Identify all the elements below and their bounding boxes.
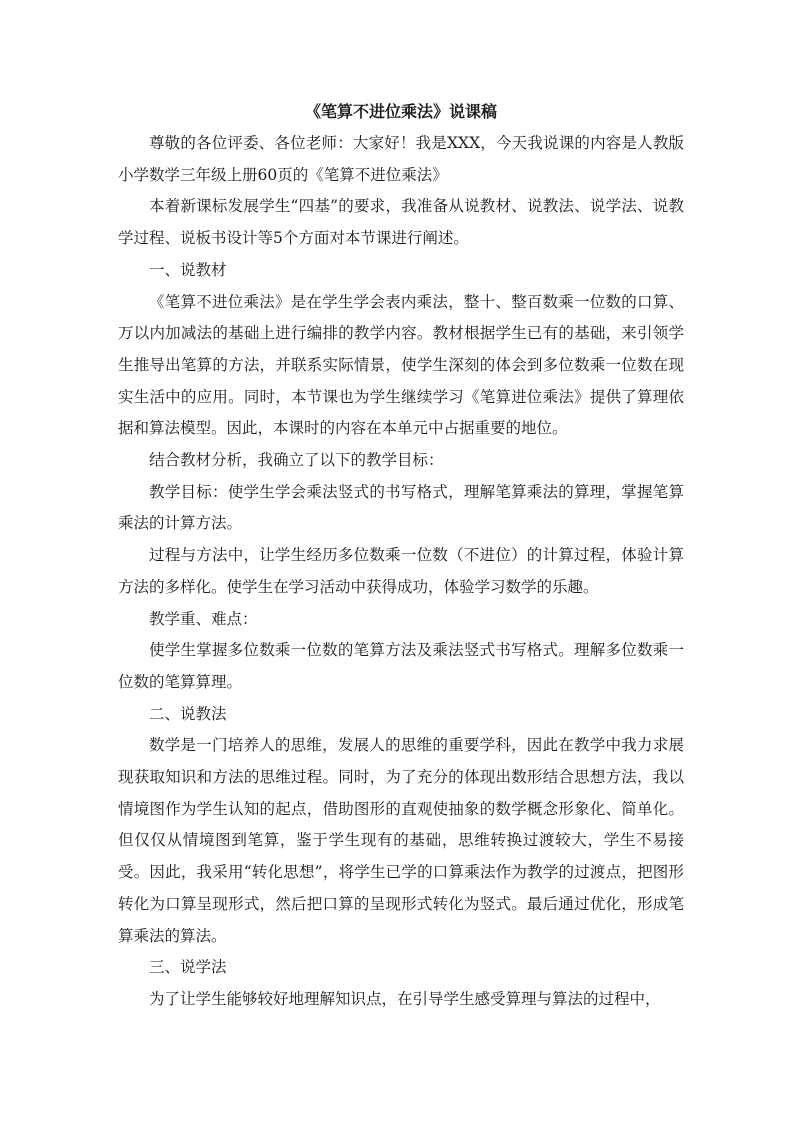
paragraph-greeting: 尊敬的各位评委、各位老师：大家好！我是XXX，今天我说课的内容是人教版小学数学三年级上册60页的《笔算不进位乘法》 [118,134,684,184]
paragraph-goals-intro: 结合教材分析，我确立了以下的教学目标： [149,451,444,470]
paragraph-teaching-method: 数学是一门培养人的思维，发展人的思维的重要学科，因此在教学中我力求展现获取知识和方法的思维过程。同时，为了充分的体现出数形结合思想方法，我以情境图作为学生认知的起点，借助图形的直观使抽象的数学概念形象化、简单化。但仅仅从情境图到笔算，鉴于学生现有的基础，思维转换过渡较大，学生不易接受。因此，我采用“转化思想”，将学生已学的口算乘法作为教学的过渡点，把图形转化为口算呈现形式，然后把口算的呈现形式转化为竖式。最后通过优化，形成笔算乘法的算法。 [118,736,684,945]
subheading-key-points: 教学重、难点： [149,609,258,628]
paragraph-learning-method: 为了让学生能够较好地理解知识点，在引导学生感受算理与算法的过程中， [149,989,661,1008]
section-heading-learning-method: 三、说学法 [149,958,227,977]
paragraph-textbook-analysis: 《笔算不进位乘法》是在学生学会表内乘法，整十、整百数乘一位数的口算、万以内加减法的基础上进行编排的教学内容。教材根据学生已有的基础，来引领学生推导出笔算的方法，并联系实际情景，使学生深刻的体会到多位数乘一位数在现实生活中的应用。同时，本节课也为学生继续学习《笔算进位乘法》提供了算理依据和算法模型。因此，本课时的内容在本单元中占据重要的地位。 [118,292,684,438]
section-heading-textbook: 一、说教材 [149,260,227,279]
paragraph-process-method: 过程与方法中，让学生经历多位数乘一位数（不进位）的计算过程，体验计算方法的多样化。使学生在学习活动中获得成功，体验学习数学的乐趣。 [118,546,684,596]
paragraph-teaching-goal: 教学目标：使学生学会乘法竖式的书写格式，理解笔算乘法的算理，掌握笔算乘法的计算方法。 [118,482,684,533]
document-title: 《笔算不进位乘法》说课稿 [304,102,497,121]
section-heading-teaching-method: 二、说教法 [149,704,227,723]
paragraph-overview: 本着新课标发展学生“四基”的要求，我准备从说教材、说教法、说学法、说教学过程、说板书设计等5个方面对本节课进行阐述。 [118,197,684,248]
document-body [118,96,684,1016]
paragraph-key-points: 使学生掌握多位数乘一位数的笔算方法及乘法竖式书写格式。理解多位数乘一位数的笔算算理。 [118,641,684,691]
